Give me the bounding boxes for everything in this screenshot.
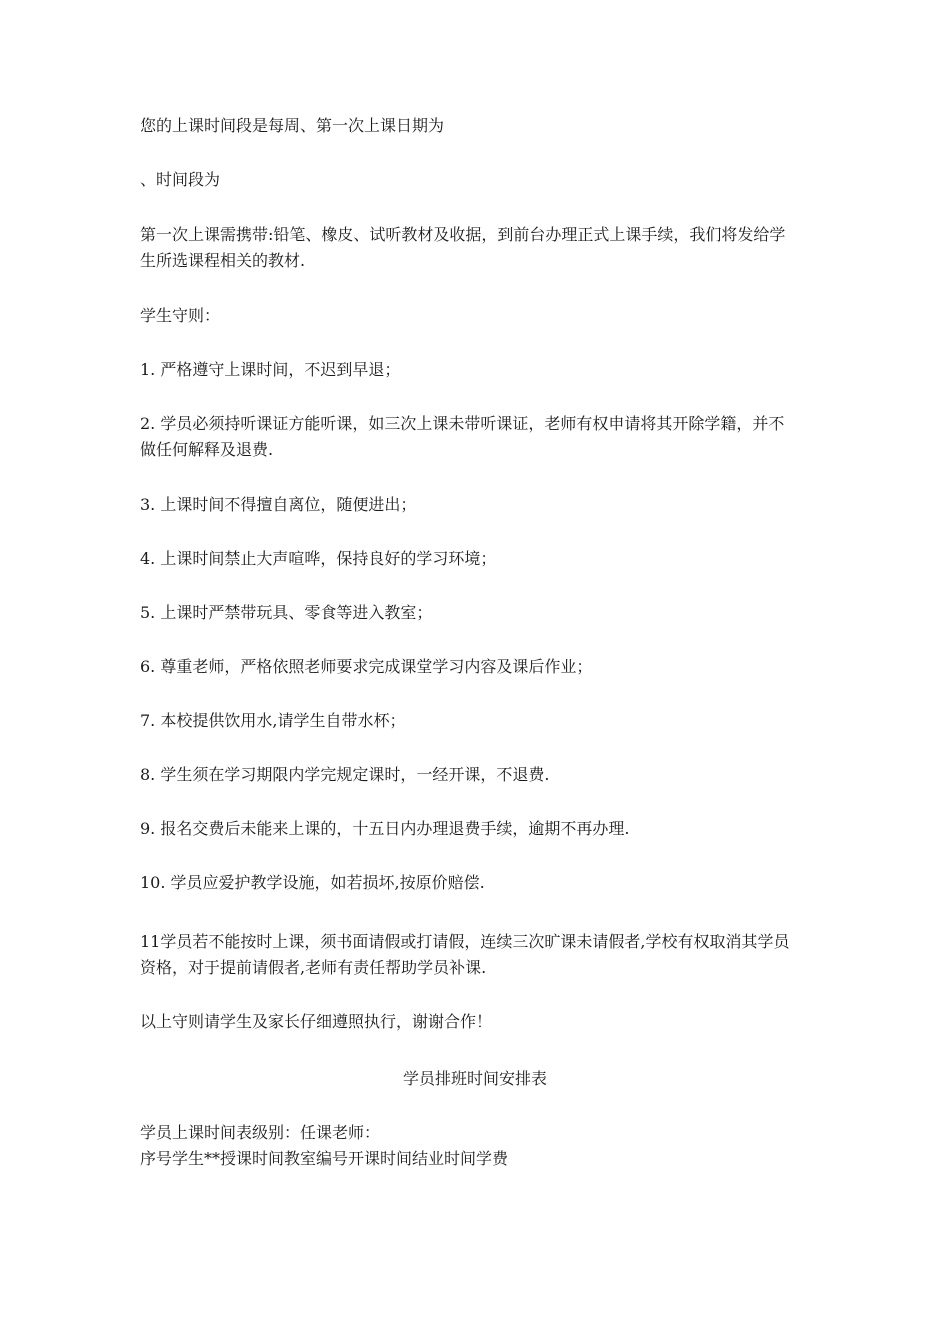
closing-line: 以上守则请学生及家长仔细遵照执行，谢谢合作！	[140, 1012, 493, 1031]
rules-heading: 学生守则：	[140, 306, 221, 325]
rule-item: 4. 上课时间禁止大声喧哗，保持良好的学习环境；	[140, 549, 497, 568]
rule-item: 6. 尊重老师，严格依照老师要求完成课堂学习内容及课后作业；	[140, 657, 593, 676]
schedule-info-line: 您的上课时间段是每周、第一次上课日期为	[140, 116, 445, 135]
rule-item: 8. 学生须在学习期限内学完规定课时，一经开课，不退费.	[140, 765, 550, 784]
time-slot-line: 、时间段为	[140, 170, 221, 189]
rule-item: 9. 报名交费后未能来上课的，十五日内办理退费手续，逾期不再办理.	[140, 819, 630, 838]
rule-item: 10. 学员应爱护教学设施，如若损坏,按原价赔偿.	[140, 873, 485, 892]
rule-item: 1. 严格遵守上课时间，不迟到早退；	[140, 360, 401, 379]
first-class-paragraph: 第一次上课需携带:铅笔、橡皮、试听教材及收据，到前台办理正式上课手续，我们将发给学生所选课程相关的教材.	[140, 225, 786, 270]
rule-item: 3. 上课时间不得擅自离位，随便进出；	[140, 495, 417, 514]
rule-item: 7. 本校提供饮用水,请学生自带水杯；	[140, 711, 406, 730]
table-meta-line: 学员上课时间表级别：任课老师：	[140, 1123, 381, 1142]
table-title: 学员排班时间安排表	[402, 1069, 547, 1088]
rule-item: 5. 上课时严禁带玩具、零食等进入教室；	[140, 603, 433, 622]
rule-item: 2. 学员必须持听课证方能听课，如三次上课未带听课证，老师有权申请将其开除学籍，并不做任何解释及退费.	[140, 414, 785, 459]
rule-item: 11学员若不能按时上课，须书面请假或打请假，连续三次旷课未请假者,学校有权取消其学员资格，对于提前请假者,老师有责任帮助学员补课.	[140, 932, 790, 977]
table-header-line: 序号学生**授课时间教室编号开课时间结业时间学费	[140, 1149, 509, 1168]
